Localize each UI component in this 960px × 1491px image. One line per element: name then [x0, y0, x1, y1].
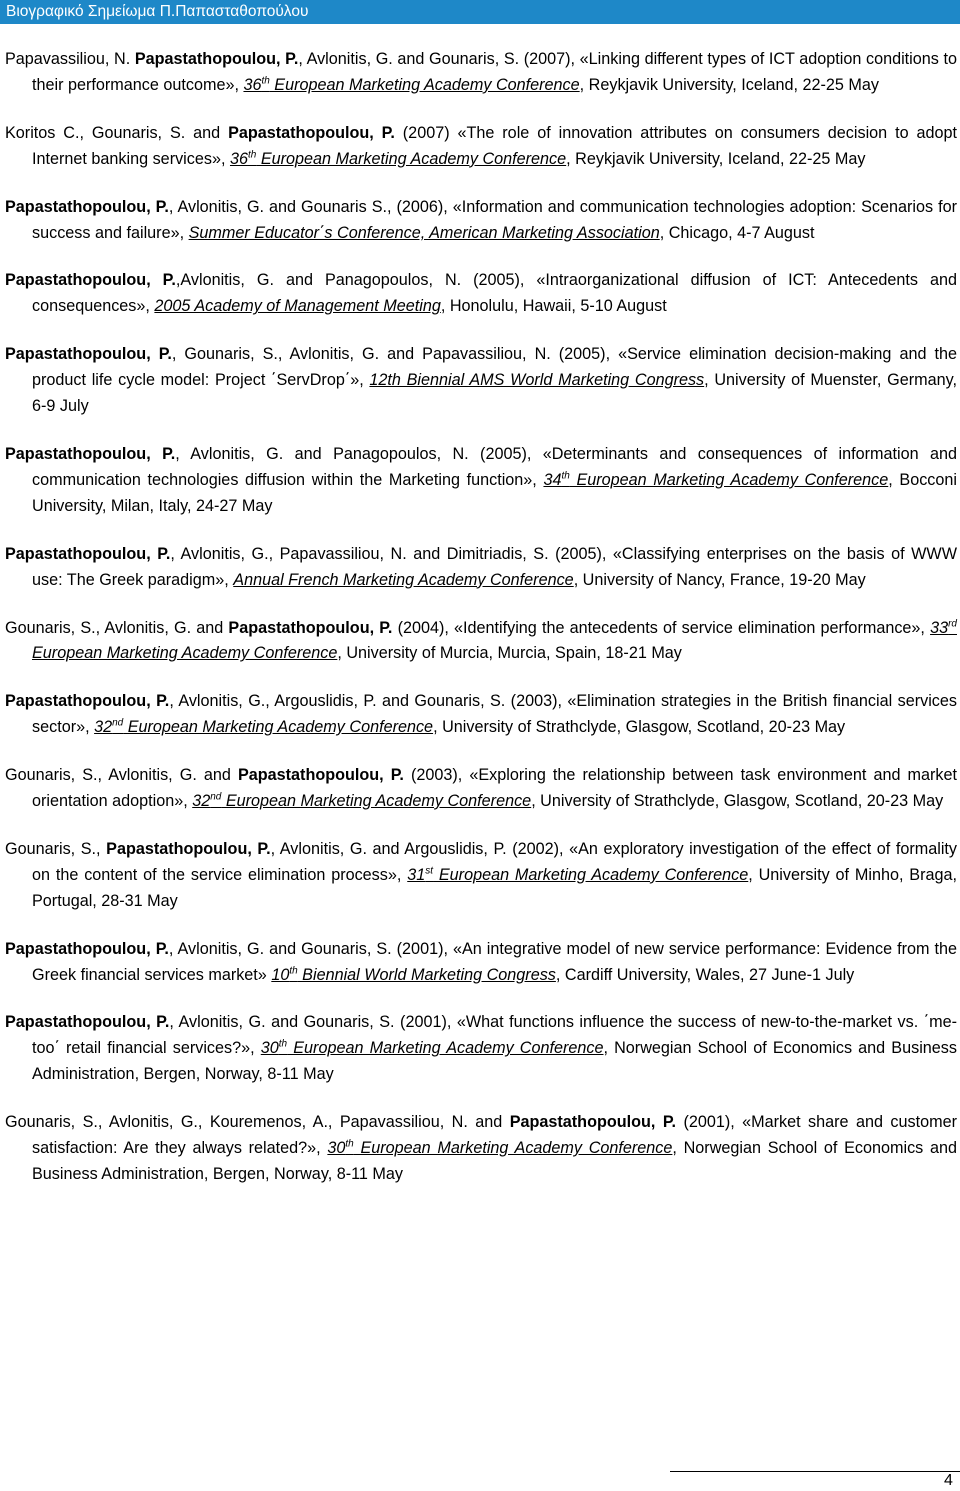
venue-ordinal-suffix: st: [425, 865, 434, 877]
entry-location: , Reykjavik University, Iceland, 22-25 May: [566, 149, 866, 168]
entry-location: , University of Muenster, Germany, 6-9 July: [32, 371, 957, 416]
publication-entry: [5, 763, 957, 815]
header-title: Βιογραφικό Σημείωμα Π.Παπασταθοπούλου: [6, 3, 309, 20]
publication-entry: [5, 268, 957, 320]
entry-title: (2004), «Identifying the antecedents of service elimination performance»,: [392, 618, 931, 637]
entry-author-highlight: Papastathopoulou, P.: [106, 839, 271, 858]
entry-location: , Reykjavik University, Iceland, 22-25 May: [579, 75, 879, 94]
entry-title: , Avlonitis, G. and Panagopoulos, N. (2005), «Determinants and consequences of information and communication technologies diffusion within the Marketing function»,: [32, 444, 957, 489]
entry-author-highlight: Papastathopoulou, P.: [5, 197, 169, 216]
entry-title: , Avlonitis, G., Papavassiliou, N. and Dimitriadis, S. (2005), «Classifying enterprises on the basis of WWW use: The Greek paradigm»,: [32, 544, 957, 589]
publication-entry: [5, 195, 957, 247]
entry-author-highlight: Papastathopoulou, P.: [5, 544, 171, 563]
entry-venue: 33rd European Marketing Academy Conference: [32, 618, 957, 663]
entry-title: , Gounaris, S., Avlonitis, G. and Papavassiliou, N. (2005), «Service elimination decision-making and the product life cycle model: Project ΄ServDrop΄»,: [32, 345, 957, 390]
entry-author-highlight: Papastathopoulou, P.: [509, 1113, 677, 1132]
publication-entry: [5, 442, 957, 520]
entry-authors-pre: Gounaris, S., Avlonitis, G. and: [5, 766, 238, 785]
entry-location: , Norwegian School of Economics and Business Administration, Bergen, Norway, 8-11 May: [32, 1039, 957, 1084]
publication-entry: [5, 342, 957, 420]
entry-title: , Avlonitis, G. and Gounaris, S. (2001), «An integrative model of new service performance: Evidence from the Greek financial services market»: [32, 939, 957, 984]
entry-authors-pre: Gounaris, S.,: [5, 839, 107, 858]
venue-ordinal-suffix: rd: [948, 618, 957, 630]
entry-title: , Avlonitis, G. and Gounaris, S. (2007), «Linking different types of ICT adoption conditions to their performance outcome»,: [32, 50, 957, 94]
entry-venue: 36th European Marketing Academy Conference: [243, 75, 580, 94]
entry-location: , University of Nancy, France, 19-20 May: [573, 570, 866, 589]
entry-title: , Avlonitis, G. and Argouslidis, P. (2002), «An exploratory investigation of the effect of formality on the content of the service elimination process»,: [32, 839, 958, 884]
venue-ordinal-suffix: nd: [112, 717, 124, 729]
entry-location: , University of Minho, Braga, Portugal, 28-31 May: [32, 865, 957, 910]
entry-author-highlight: Papastathopoulou, P.: [5, 692, 170, 711]
entry-location: , Bocconi University, Milan, Italy, 24-27 May: [32, 470, 957, 515]
entry-authors-pre: Koritos C., Gounaris, S. and: [5, 123, 229, 142]
publication-list: [5, 47, 957, 1210]
publication-entry: [5, 542, 957, 594]
entry-author-highlight: Papastathopoulou, P.: [228, 618, 393, 637]
entry-author-highlight: Papastathopoulou, P.: [5, 1013, 170, 1032]
entry-location: , University of Strathclyde, Glasgow, Scotland, 20-23 May: [531, 792, 944, 811]
publication-entry: [5, 1010, 957, 1088]
venue-ordinal-suffix: th: [247, 149, 257, 161]
venue-ordinal-suffix: th: [289, 965, 298, 977]
entry-authors-pre: Gounaris, S., Avlonitis, G., Kouremenos, A., Papavassiliou, N. and: [5, 1113, 510, 1132]
entry-venue: 12th Biennial AMS World Marketing Congress: [369, 371, 705, 390]
entry-venue: 30th European Marketing Academy Conference: [260, 1038, 604, 1058]
entry-author-highlight: Papastathopoulou, P.: [237, 766, 404, 785]
venue-ordinal-suffix: nd: [210, 791, 222, 803]
entry-venue: 32nd European Marketing Academy Conference: [94, 717, 434, 737]
publication-entry: [5, 837, 957, 915]
publication-entry: [5, 1110, 957, 1188]
venue-ordinal-suffix: th: [278, 1038, 288, 1050]
entry-author-highlight: Papastathopoulou, P.: [228, 123, 395, 142]
entry-location: , Cardiff University, Wales, 27 June-1 July: [555, 965, 855, 984]
publication-entry: [5, 121, 957, 173]
publication-entry: [5, 937, 957, 989]
entry-title: , Avlonitis, G., Argouslidis, P. and Gounaris, S. (2003), «Elimination strategies in the British financial services sector»,: [32, 692, 957, 737]
entry-venue: 34th European Marketing Academy Conference: [543, 470, 889, 489]
entry-author-highlight: Papastathopoulou, P.: [5, 939, 169, 958]
entry-location: , Norwegian School of Economics and Business Administration, Bergen, Norway, 8-11 May: [32, 1139, 957, 1183]
entry-venue: 30th European Marketing Academy Conference: [327, 1138, 673, 1158]
entry-location: , University of Strathclyde, Glasgow, Scotland, 20-23 May: [433, 718, 846, 737]
entry-title: (2007) «The role of innovation attributes on consumers decision to adopt Internet banking services»,: [32, 123, 957, 168]
entry-author-highlight: Papastathopoulou, P.: [134, 50, 299, 68]
page-header: [0, 0, 960, 24]
entry-venue: Annual French Marketing Academy Conference: [233, 570, 574, 589]
entry-location: , Honolulu, Hawaii, 5-10 August: [440, 297, 667, 316]
entry-location: , Chicago, 4-7 August: [659, 223, 815, 242]
page-number: 4: [944, 1472, 953, 1489]
entry-venue: 36th European Marketing Academy Conference: [229, 149, 567, 168]
entry-author-highlight: Papastathopoulou, P.: [5, 444, 176, 463]
entry-location: , University of Murcia, Murcia, Spain, 18-21 May: [337, 644, 682, 663]
entry-title: , Avlonitis, G. and Gounaris, S. (2001), «What functions influence the success of new-to-the-market vs. ΄me-too΄ retail financial services?»,: [32, 1013, 957, 1058]
entry-title: (2001), «Market share and customer satisfaction: Are they always related?»,: [32, 1113, 957, 1158]
publication-entry: [5, 689, 957, 741]
entry-authors-pre: Gounaris, S., Avlonitis, G. and: [5, 618, 229, 637]
venue-ordinal-suffix: th: [261, 75, 270, 87]
entry-author-highlight: Papastathopoulou, P.: [5, 271, 176, 290]
footer-rule: [670, 1471, 960, 1472]
entry-venue: 2005 Academy of Management Meeting: [154, 297, 441, 316]
venue-ordinal-suffix: th: [345, 1138, 354, 1150]
entry-title: ,Avlonitis, G. and Panagopoulos, N. (2005), «Intraorganizational diffusion of ICT: Antecedents and consequences»,: [32, 271, 957, 316]
publication-entry: [5, 616, 957, 668]
entry-venue: 31st European Marketing Academy Conference: [407, 865, 749, 884]
entry-venue: 32nd European Marketing Academy Conference: [192, 791, 532, 811]
entry-venue: Summer Educator΄s Conference, American Marketing Association: [188, 223, 660, 242]
venue-ordinal-suffix: th: [561, 470, 570, 482]
entry-venue: 10th Biennial World Marketing Congress: [271, 965, 556, 984]
entry-title: (2003), «Exploring the relationship between task environment and market orientation adoption»,: [32, 766, 957, 811]
entry-title: , Avlonitis, G. and Gounaris S., (2006), «Information and communication technologies adoption: Scenarios for success and failure»,: [32, 197, 957, 242]
publication-entry: [5, 47, 957, 99]
entry-authors-pre: Papavassiliou, N.: [5, 50, 135, 68]
entry-author-highlight: Papastathopoulou, P.: [5, 345, 172, 364]
